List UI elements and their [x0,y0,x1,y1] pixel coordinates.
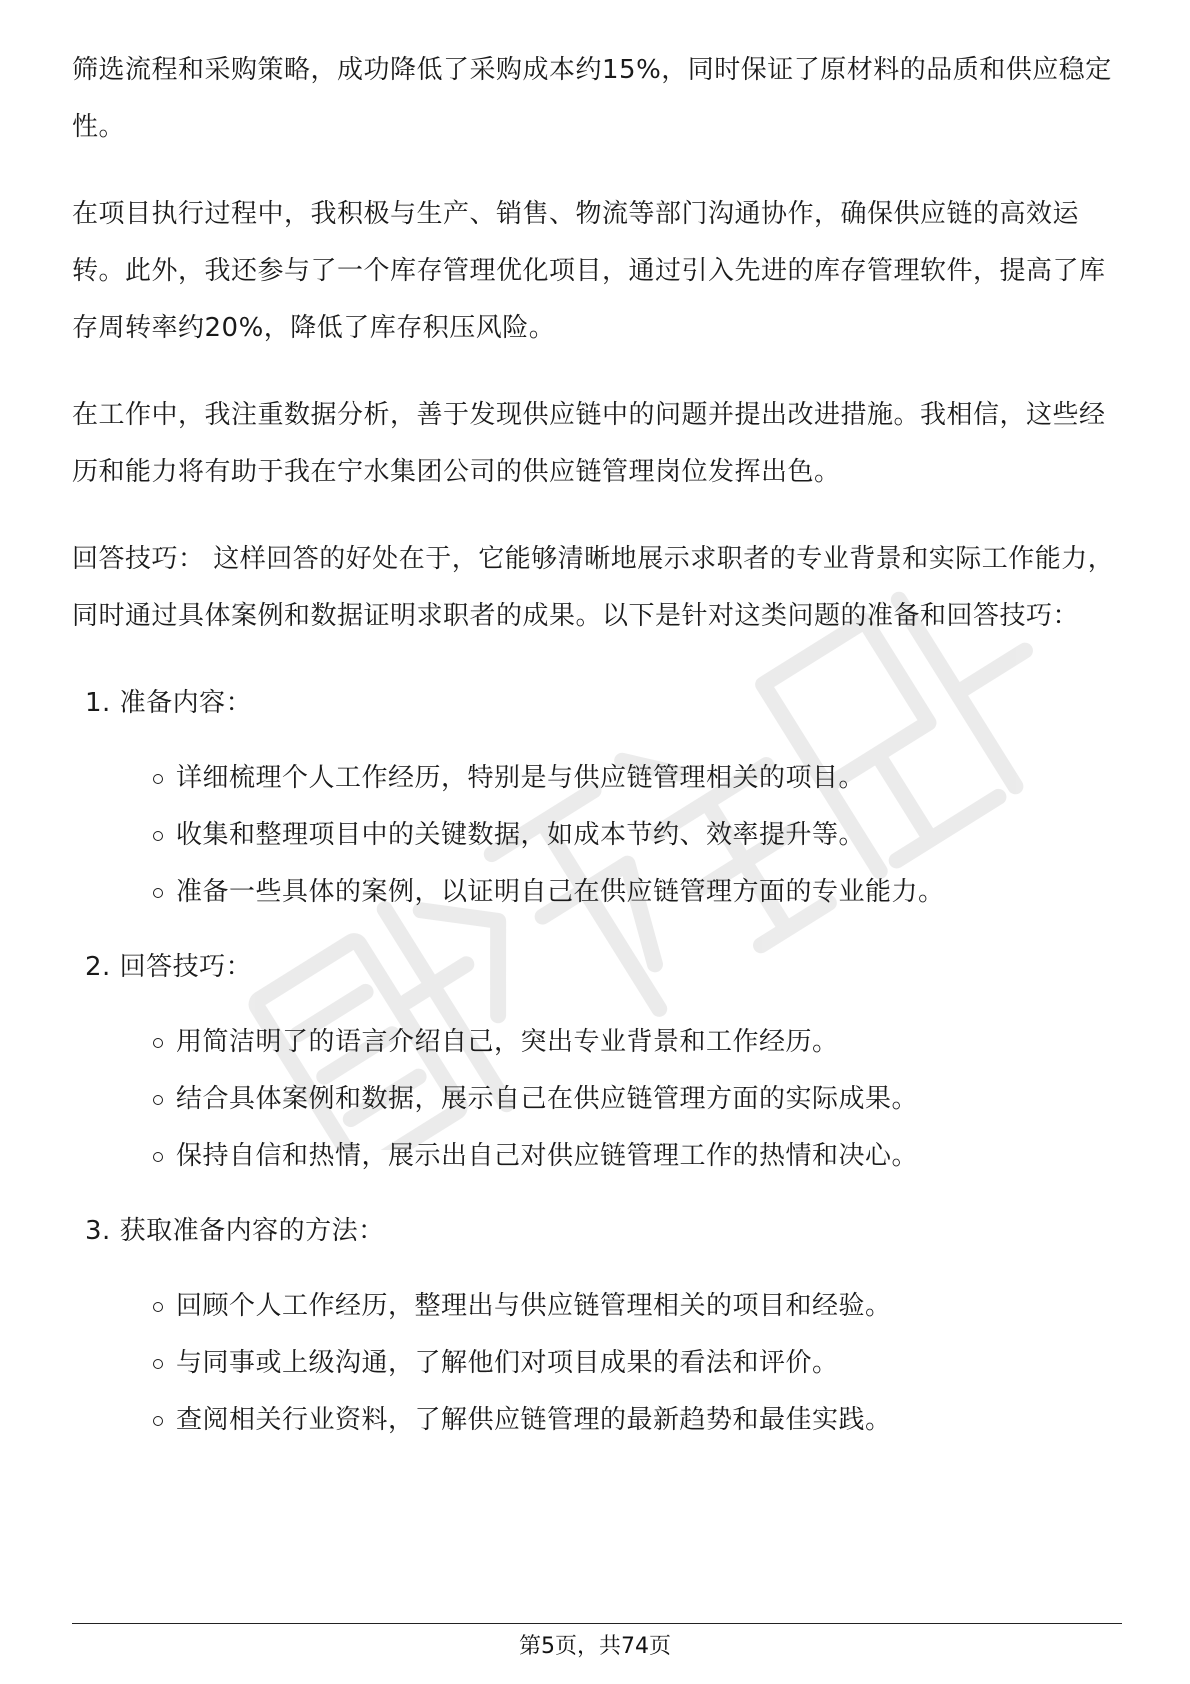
bullet-list [72,750,1122,921]
circle-bullet-icon [153,831,163,841]
page-number: 第5页，共74页 [519,1634,671,1659]
list-item: 结合具体案例和数据，展示自己在供应链管理方面的实际成果。 [176,1071,1122,1128]
document-body [72,42,1122,1467]
section-heading: 3. 获取准备内容的方法： [85,1216,385,1246]
paragraph-2: 在项目执行过程中，我积极与生产、销售、物流等部门沟通协作，确保供应链的高效运转。此外，我还参与了一个库存管理优化项目，通过引入先进的库存管理软件，提高了库存周转率约20%，降低了库存积压风险。 [72,199,1106,343]
bullet-list [72,1278,1122,1449]
paragraph-1: 筛选流程和采购策略，成功降低了采购成本约15%，同时保证了原材料的品质和供应稳定性。 [72,55,1112,142]
section-heading: 2. 回答技巧： [85,952,253,982]
list-item: 用简洁明了的语言介绍自己，突出专业背景和工作经历。 [176,1014,1122,1071]
footer-divider [72,1623,1122,1624]
circle-bullet-icon [153,888,163,898]
section-preparation-methods [72,1203,1122,1449]
section-prepare-content [72,675,1122,921]
circle-bullet-icon [153,1359,163,1369]
section-answer-skills [72,939,1122,1185]
circle-bullet-icon [153,1038,163,1048]
list-item: 准备一些具体的案例，以证明自己在供应链管理方面的专业能力。 [176,864,1122,921]
circle-bullet-icon [153,1095,163,1105]
list-item: 收集和整理项目中的关键数据，如成本节约、效率提升等。 [176,807,1122,864]
circle-bullet-icon [153,1416,163,1426]
circle-bullet-icon [153,1152,163,1162]
list-item: 查阅相关行业资料，了解供应链管理的最新趋势和最佳实践。 [176,1392,1122,1449]
section-heading: 1. 准备内容： [85,688,253,718]
paragraph-answer-tips: 回答技巧： 这样回答的好处在于，它能够清晰地展示求职者的专业背景和实际工作能力，同时通过具体案例和数据证明求职者的成果。以下是针对这类问题的准备和回答技巧： [72,544,1115,631]
paragraph-3: 在工作中，我注重数据分析，善于发现供应链中的问题并提出改进措施。我相信，这些经历和能力将有助于我在宁水集团公司的供应链管理岗位发挥出色。 [72,400,1106,487]
circle-bullet-icon [153,1302,163,1312]
list-item: 回顾个人工作经历，整理出与供应链管理相关的项目和经验。 [176,1278,1122,1335]
list-item: 保持自信和热情，展示出自己对供应链管理工作的热情和决心。 [176,1128,1122,1185]
list-item: 与同事或上级沟通，了解他们对项目成果的看法和评价。 [176,1335,1122,1392]
list-item: 详细梳理个人工作经历，特别是与供应链管理相关的项目。 [176,750,1122,807]
bullet-list [72,1014,1122,1185]
circle-bullet-icon [153,774,163,784]
